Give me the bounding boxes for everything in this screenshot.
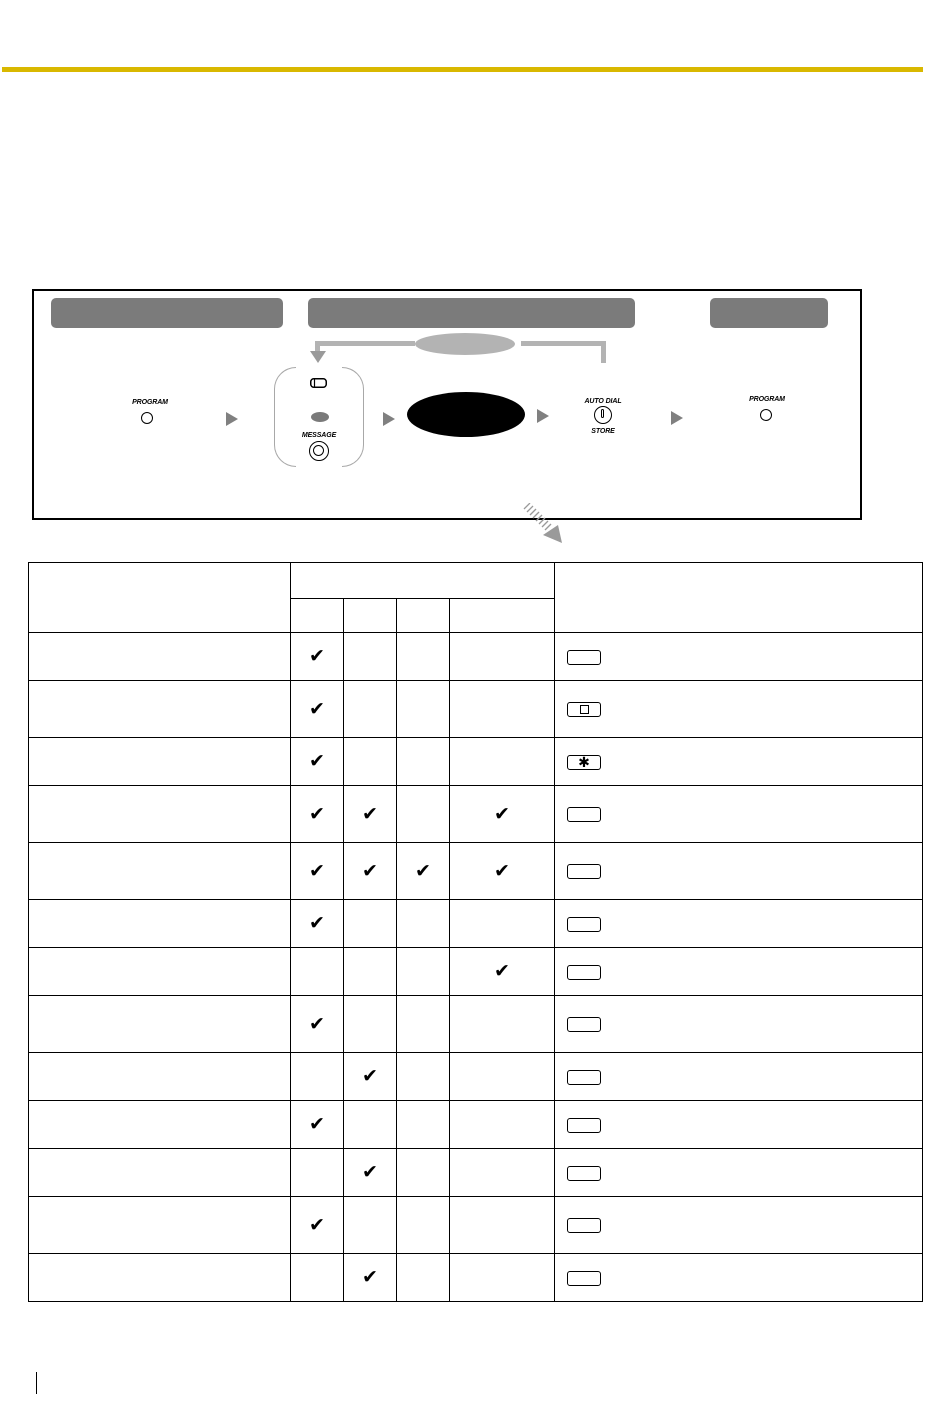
check-cell-3 xyxy=(397,633,450,681)
check-cell-4 xyxy=(450,1053,555,1101)
input-oval xyxy=(407,392,525,437)
key-cell xyxy=(555,1254,923,1302)
page-number-marker xyxy=(36,1372,37,1394)
check-cell-1 xyxy=(291,996,344,1053)
step-header-2 xyxy=(308,298,635,328)
key-icon xyxy=(567,1271,601,1286)
check-cell-1 xyxy=(291,738,344,786)
check-cell-2 xyxy=(344,1254,397,1302)
program-label-left: PROGRAM xyxy=(132,399,168,406)
check-cell-1 xyxy=(291,1149,344,1197)
row-label-cell xyxy=(29,900,291,948)
check-cell-3 xyxy=(397,948,450,996)
key-cell xyxy=(555,996,923,1053)
key-icon xyxy=(567,917,601,932)
handset-icon xyxy=(310,378,327,388)
key-icon xyxy=(567,650,601,665)
program-label-right: PROGRAM xyxy=(749,396,785,403)
check-cell-3 xyxy=(397,996,450,1053)
checkmark-icon: ✔ xyxy=(362,1162,378,1183)
step-header-3 xyxy=(710,298,828,328)
check-cell-4 xyxy=(450,948,555,996)
key-cell xyxy=(555,1053,923,1101)
check-cell-2 xyxy=(344,996,397,1053)
check-cell-1 xyxy=(291,633,344,681)
check-cell-3 xyxy=(397,1053,450,1101)
key-cell xyxy=(555,843,923,900)
table-row xyxy=(29,900,923,948)
check-cell-4 xyxy=(450,996,555,1053)
loop-line-right xyxy=(521,341,606,346)
table-header-row-1 xyxy=(29,563,923,599)
check-cell-1 xyxy=(291,1197,344,1254)
checkmark-icon: ✔ xyxy=(309,646,325,667)
check-cell-4 xyxy=(450,843,555,900)
message-label: MESSAGE xyxy=(301,432,337,439)
table-row xyxy=(29,1254,923,1302)
step-arrow-3 xyxy=(537,409,549,423)
program-button-left[interactable] xyxy=(141,412,153,424)
row-label-cell xyxy=(29,1254,291,1302)
checkmark-icon: ✔ xyxy=(494,961,510,982)
header-subcell-4 xyxy=(450,599,555,633)
row-label-cell xyxy=(29,1101,291,1149)
key-icon xyxy=(567,965,601,980)
right-parenthesis xyxy=(342,367,364,467)
message-button-icon[interactable] xyxy=(309,441,329,461)
checkmark-icon: ✔ xyxy=(309,913,325,934)
checkmark-icon: ✔ xyxy=(309,1214,325,1236)
check-cell-1 xyxy=(291,786,344,843)
check-cell-3 xyxy=(397,1149,450,1197)
check-cell-4 xyxy=(450,900,555,948)
key-cell xyxy=(555,786,923,843)
key-cell xyxy=(555,1197,923,1254)
hash-key-inner xyxy=(580,705,589,714)
key-icon xyxy=(567,1118,601,1133)
row-label-cell xyxy=(29,948,291,996)
hash-key-icon xyxy=(567,702,601,717)
check-cell-3 xyxy=(397,1101,450,1149)
table-row xyxy=(29,633,923,681)
step-arrow-4 xyxy=(671,411,683,425)
row-label-cell xyxy=(29,1197,291,1254)
key-icon xyxy=(567,1017,601,1032)
star-key-icon: ✱ xyxy=(567,755,601,770)
check-cell-2 xyxy=(344,1053,397,1101)
checkmark-icon: ✔ xyxy=(309,1114,325,1135)
table-row xyxy=(29,843,923,900)
key-icon xyxy=(567,1218,601,1233)
left-parenthesis xyxy=(274,367,296,467)
check-cell-3 xyxy=(397,1254,450,1302)
check-cell-4 xyxy=(450,738,555,786)
table-row xyxy=(29,738,923,786)
key-icon xyxy=(567,864,601,879)
check-cell-4 xyxy=(450,633,555,681)
loop-arrow-icon xyxy=(310,351,326,363)
table-row xyxy=(29,948,923,996)
check-cell-2 xyxy=(344,1101,397,1149)
check-cell-2 xyxy=(344,786,397,843)
row-label-cell xyxy=(29,738,291,786)
table-row xyxy=(29,996,923,1053)
header-cell-key xyxy=(555,563,923,633)
check-cell-3 xyxy=(397,786,450,843)
row-label-cell xyxy=(29,1053,291,1101)
check-cell-4 xyxy=(450,1101,555,1149)
header-cell-item xyxy=(29,563,291,633)
programming-diagram xyxy=(32,289,862,520)
key-icon xyxy=(567,1070,601,1085)
key-cell xyxy=(555,738,923,786)
check-cell-1 xyxy=(291,843,344,900)
check-cell-1 xyxy=(291,1254,344,1302)
step-arrow-1 xyxy=(226,412,238,426)
check-cell-3 xyxy=(397,1197,450,1254)
checkmark-icon: ✔ xyxy=(494,860,510,882)
check-cell-4 xyxy=(450,786,555,843)
loop-line-left xyxy=(315,341,415,346)
row-label-cell xyxy=(29,996,291,1053)
check-cell-2 xyxy=(344,633,397,681)
settings-table xyxy=(28,562,923,1302)
header-rule xyxy=(2,67,923,72)
checkmark-icon: ✔ xyxy=(362,1066,378,1087)
row-label-cell xyxy=(29,786,291,843)
dotted-arrow-icon xyxy=(520,503,568,547)
check-cell-1 xyxy=(291,948,344,996)
table-row xyxy=(29,681,923,738)
row-label-cell xyxy=(29,843,291,900)
check-cell-4 xyxy=(450,1149,555,1197)
header-cell-group xyxy=(291,563,555,599)
table-row xyxy=(29,1149,923,1197)
key-cell xyxy=(555,1101,923,1149)
header-subcell-1 xyxy=(291,599,344,633)
check-cell-2 xyxy=(344,738,397,786)
auto-dial-store-button-icon[interactable] xyxy=(594,406,612,424)
store-label: STORE xyxy=(591,428,615,435)
check-cell-4 xyxy=(450,1197,555,1254)
check-cell-2 xyxy=(344,900,397,948)
check-cell-3 xyxy=(397,738,450,786)
check-cell-2 xyxy=(344,681,397,738)
key-cell xyxy=(555,1149,923,1197)
step-header-1 xyxy=(51,298,283,328)
key-cell xyxy=(555,633,923,681)
check-cell-4 xyxy=(450,1254,555,1302)
row-label-cell xyxy=(29,681,291,738)
checkmark-icon: ✔ xyxy=(415,860,431,882)
program-button-right[interactable] xyxy=(760,409,772,421)
checkmark-icon: ✔ xyxy=(362,860,378,882)
checkmark-icon: ✔ xyxy=(309,860,325,882)
row-label-cell xyxy=(29,633,291,681)
check-cell-1 xyxy=(291,1053,344,1101)
check-cell-4 xyxy=(450,681,555,738)
check-cell-1 xyxy=(291,1101,344,1149)
key-icon xyxy=(567,807,601,822)
led-icon xyxy=(311,412,329,422)
check-cell-2 xyxy=(344,1197,397,1254)
check-cell-2 xyxy=(344,1149,397,1197)
checkmark-icon: ✔ xyxy=(309,1013,325,1035)
table-row xyxy=(29,1053,923,1101)
check-cell-3 xyxy=(397,900,450,948)
check-cell-3 xyxy=(397,681,450,738)
key-cell xyxy=(555,681,923,738)
checkmark-icon: ✔ xyxy=(362,1267,378,1288)
key-cell xyxy=(555,948,923,996)
autodial-label: AUTO DIAL xyxy=(584,398,622,405)
header-subcell-3 xyxy=(397,599,450,633)
table-row xyxy=(29,786,923,843)
header-subcell-2 xyxy=(344,599,397,633)
key-icon xyxy=(567,1166,601,1181)
checkmark-icon: ✔ xyxy=(494,803,510,825)
check-cell-3 xyxy=(397,843,450,900)
checkmark-icon: ✔ xyxy=(309,698,325,720)
table-row xyxy=(29,1101,923,1149)
checkmark-icon: ✔ xyxy=(309,751,325,772)
checkmark-icon: ✔ xyxy=(362,803,378,825)
loop-oval xyxy=(415,333,515,355)
step-arrow-2 xyxy=(383,412,395,426)
table-row xyxy=(29,1197,923,1254)
check-cell-2 xyxy=(344,948,397,996)
row-label-cell xyxy=(29,1149,291,1197)
key-cell xyxy=(555,900,923,948)
check-cell-1 xyxy=(291,681,344,738)
check-cell-1 xyxy=(291,900,344,948)
checkmark-icon: ✔ xyxy=(309,803,325,825)
check-cell-2 xyxy=(344,843,397,900)
